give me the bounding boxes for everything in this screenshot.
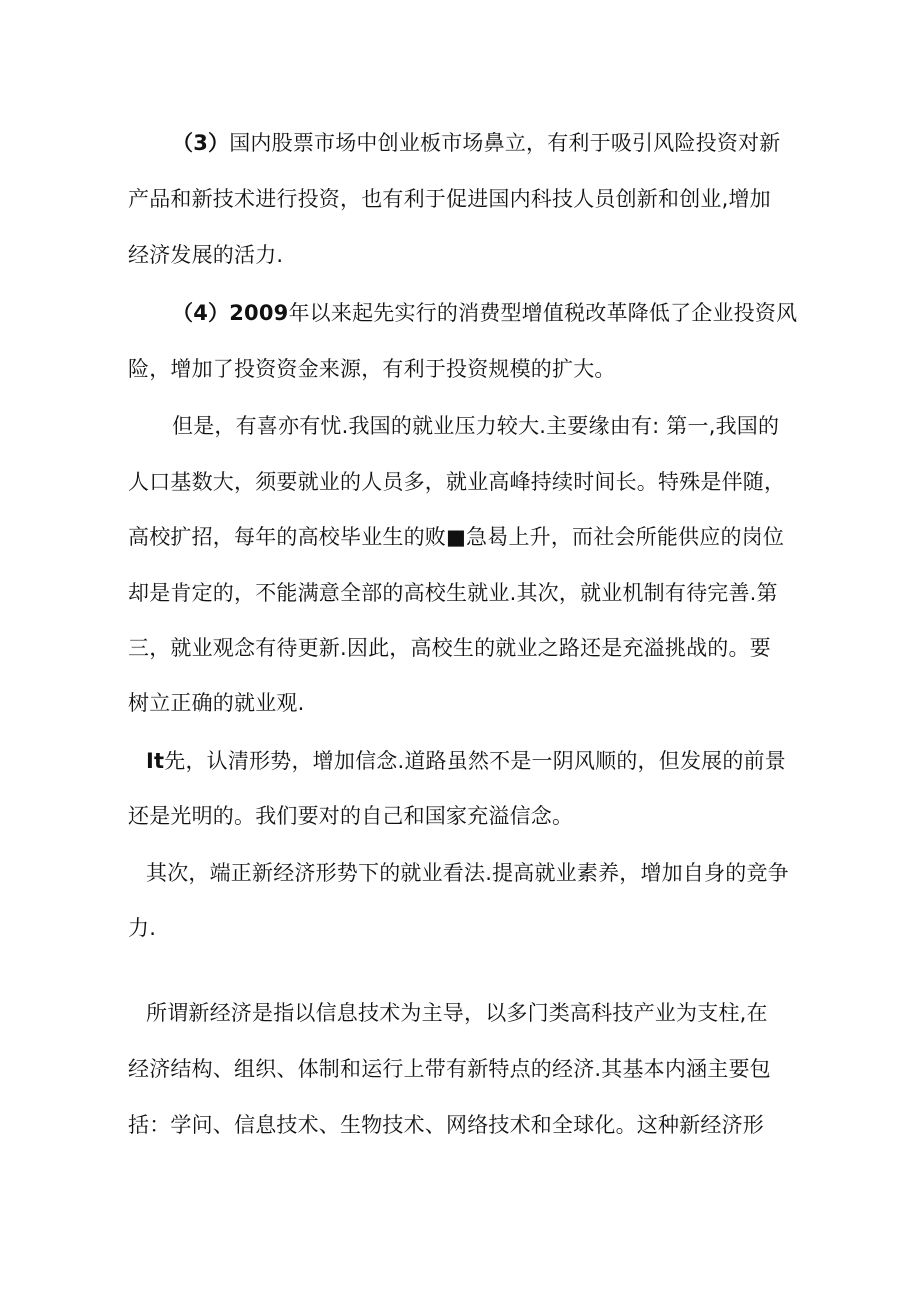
paragraph-7-line-2: 力. (128, 916, 157, 940)
paragraph-5-line-6: 树立正确的就业观. (128, 691, 305, 715)
paragraph-8-line-1: 所谓新经济是指以信息技术为主导，以多门类高科技产业为支柱,在 (146, 1001, 768, 1025)
paragraph-6-line-2: 还是光明的。我们要对的自己和国家充溢信念。 (128, 804, 574, 828)
paragraph-5-line-1: 但是，有喜亦有忧.我国的就业压力较大.主要缘由有: 第一,我国的 (172, 414, 780, 438)
paragraph-5-line-4: 却是肯定的，不能满意全部的高校生就业.其次，就业机制有待完善.第 (128, 581, 778, 605)
paragraph-7-line-1: 其次，端正新经济形势下的就业看法.提高就业素养，增加自身的竞争 (146, 861, 789, 885)
paragraph-8-line-3: 括：学问、信息技术、生物技术、网络技术和全球化。这种新经济形 (128, 1113, 764, 1137)
paragraph-3-line-3: 经济发展的活力. (128, 243, 284, 267)
paragraph-3-line-1 (172, 127, 780, 159)
paragraph-6-line-1 (146, 745, 786, 777)
text-run: 国内股票市场中创业板市场鼻立，有利于吸引风险投资对新 (229, 131, 781, 155)
paragraph-5-line-2: 人口基数大，须要就业的人员多，就业高峰持续时间长。特殊是伴随， (128, 470, 786, 494)
paragraph-5-line-3: 高校扩招，每年的高校毕业生的败■急曷上升，而社会所能供应的岗位 (128, 525, 785, 549)
bold-prefix: It (146, 749, 165, 773)
paragraph-5-line-5: 三，就业观念有待更新.因此，高校生的就业之路还是充溢挑战的。要 (128, 636, 771, 660)
paragraph-4-line-2: 险，增加了投资资金来源，有利于投资规模的扩大。 (128, 357, 616, 381)
paragraph-3-line-2: 产品和新技术进行投资，也有利于促进国内科技人员创新和创业,增加 (128, 187, 771, 211)
text-run: 先，认清形势，增加信念.道路虽然不是一阴风顺的，但发展的前景 (164, 749, 786, 773)
text-run: 年以来起先实行的消费型增值税改革降低了企业投资风 (288, 301, 798, 325)
item-number-4: （4）2009 (172, 301, 289, 325)
paragraph-8-line-2: 经济结构、组织、体制和运行上带有新特点的经济.其基本内涵主要包 (128, 1057, 771, 1081)
item-number-3: （3） (172, 131, 230, 155)
paragraph-4-line-1 (172, 297, 797, 329)
